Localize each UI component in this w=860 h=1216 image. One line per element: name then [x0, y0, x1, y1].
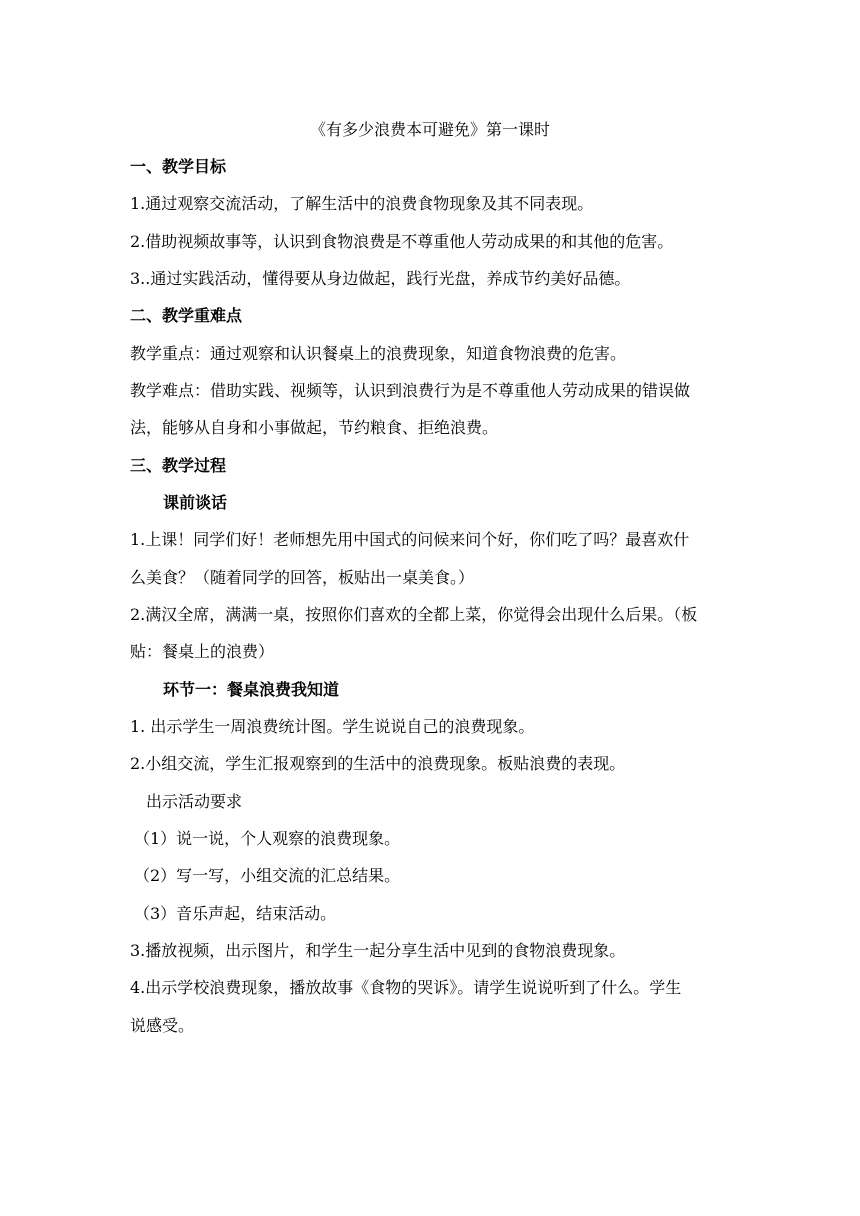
section-heading: 三、教学过程: [130, 456, 227, 475]
paragraph-line: 出示活动要求: [146, 792, 243, 811]
paragraph-line: 1.上课！同学们好！老师想先用中国式的问候来问个好，你们吃了吗？最喜欢什: [130, 530, 690, 549]
subsection-heading: 环节一：餐桌浪费我知道: [163, 680, 340, 699]
document-title: 《有多少浪费本可避免》第一课时: [309, 120, 550, 139]
paragraph-line: 教学难点：借助实践、视频等，认识到浪费行为是不尊重他人劳动成果的错误做: [130, 381, 691, 400]
paragraph-line: 贴：餐桌上的浪费）: [130, 642, 275, 661]
paragraph-line: 教学重点：通过观察和认识餐桌上的浪费现象，知道食物浪费的危害。: [130, 344, 627, 363]
paragraph-line: 4.出示学校浪费现象，播放故事《食物的哭诉》。请学生说说听到了什么。学生: [130, 978, 682, 997]
paragraph-line: 3..通过实践活动，懂得要从身边做起，践行光盘，养成节约美好品德。: [130, 269, 631, 288]
paragraph-line: 法，能够从自身和小事做起，节约粮食、拒绝浪费。: [130, 418, 499, 437]
list-item: （3）音乐声起，结束活动。: [134, 904, 337, 923]
paragraph-line: 1.通过观察交流活动，了解生活中的浪费食物现象及其不同表现。: [130, 194, 594, 213]
paragraph-line: 3.播放视频，出示图片，和学生一起分享生活中见到的食物浪费现象。: [130, 941, 626, 960]
list-item: （1）说一说，个人观察的浪费现象。: [134, 829, 401, 848]
section-heading: 一、教学目标: [130, 157, 227, 176]
list-item: （2）写一写，小组交流的汇总结果。: [134, 866, 401, 885]
paragraph-line: 1. 出示学生一周浪费统计图。学生说说自己的浪费现象。: [130, 717, 535, 736]
paragraph-line: 说感受。: [130, 1016, 195, 1035]
paragraph-line: 么美食？（随着同学的回答，板贴出一桌美食。）: [130, 568, 475, 587]
subsection-heading: 课前谈话: [163, 493, 228, 512]
paragraph-line: 2.借助视频故事等，认识到食物浪费是不尊重他人劳动成果的和其他的危害。: [130, 232, 674, 251]
section-heading: 二、教学重难点: [130, 306, 243, 325]
paragraph-line: 2.满汉全席，满满一桌，按照你们喜欢的全都上菜，你觉得会出现什么后果。（板: [130, 605, 698, 624]
paragraph-line: 2.小组交流，学生汇报观察到的生活中的浪费现象。板贴浪费的表现。: [130, 754, 626, 773]
